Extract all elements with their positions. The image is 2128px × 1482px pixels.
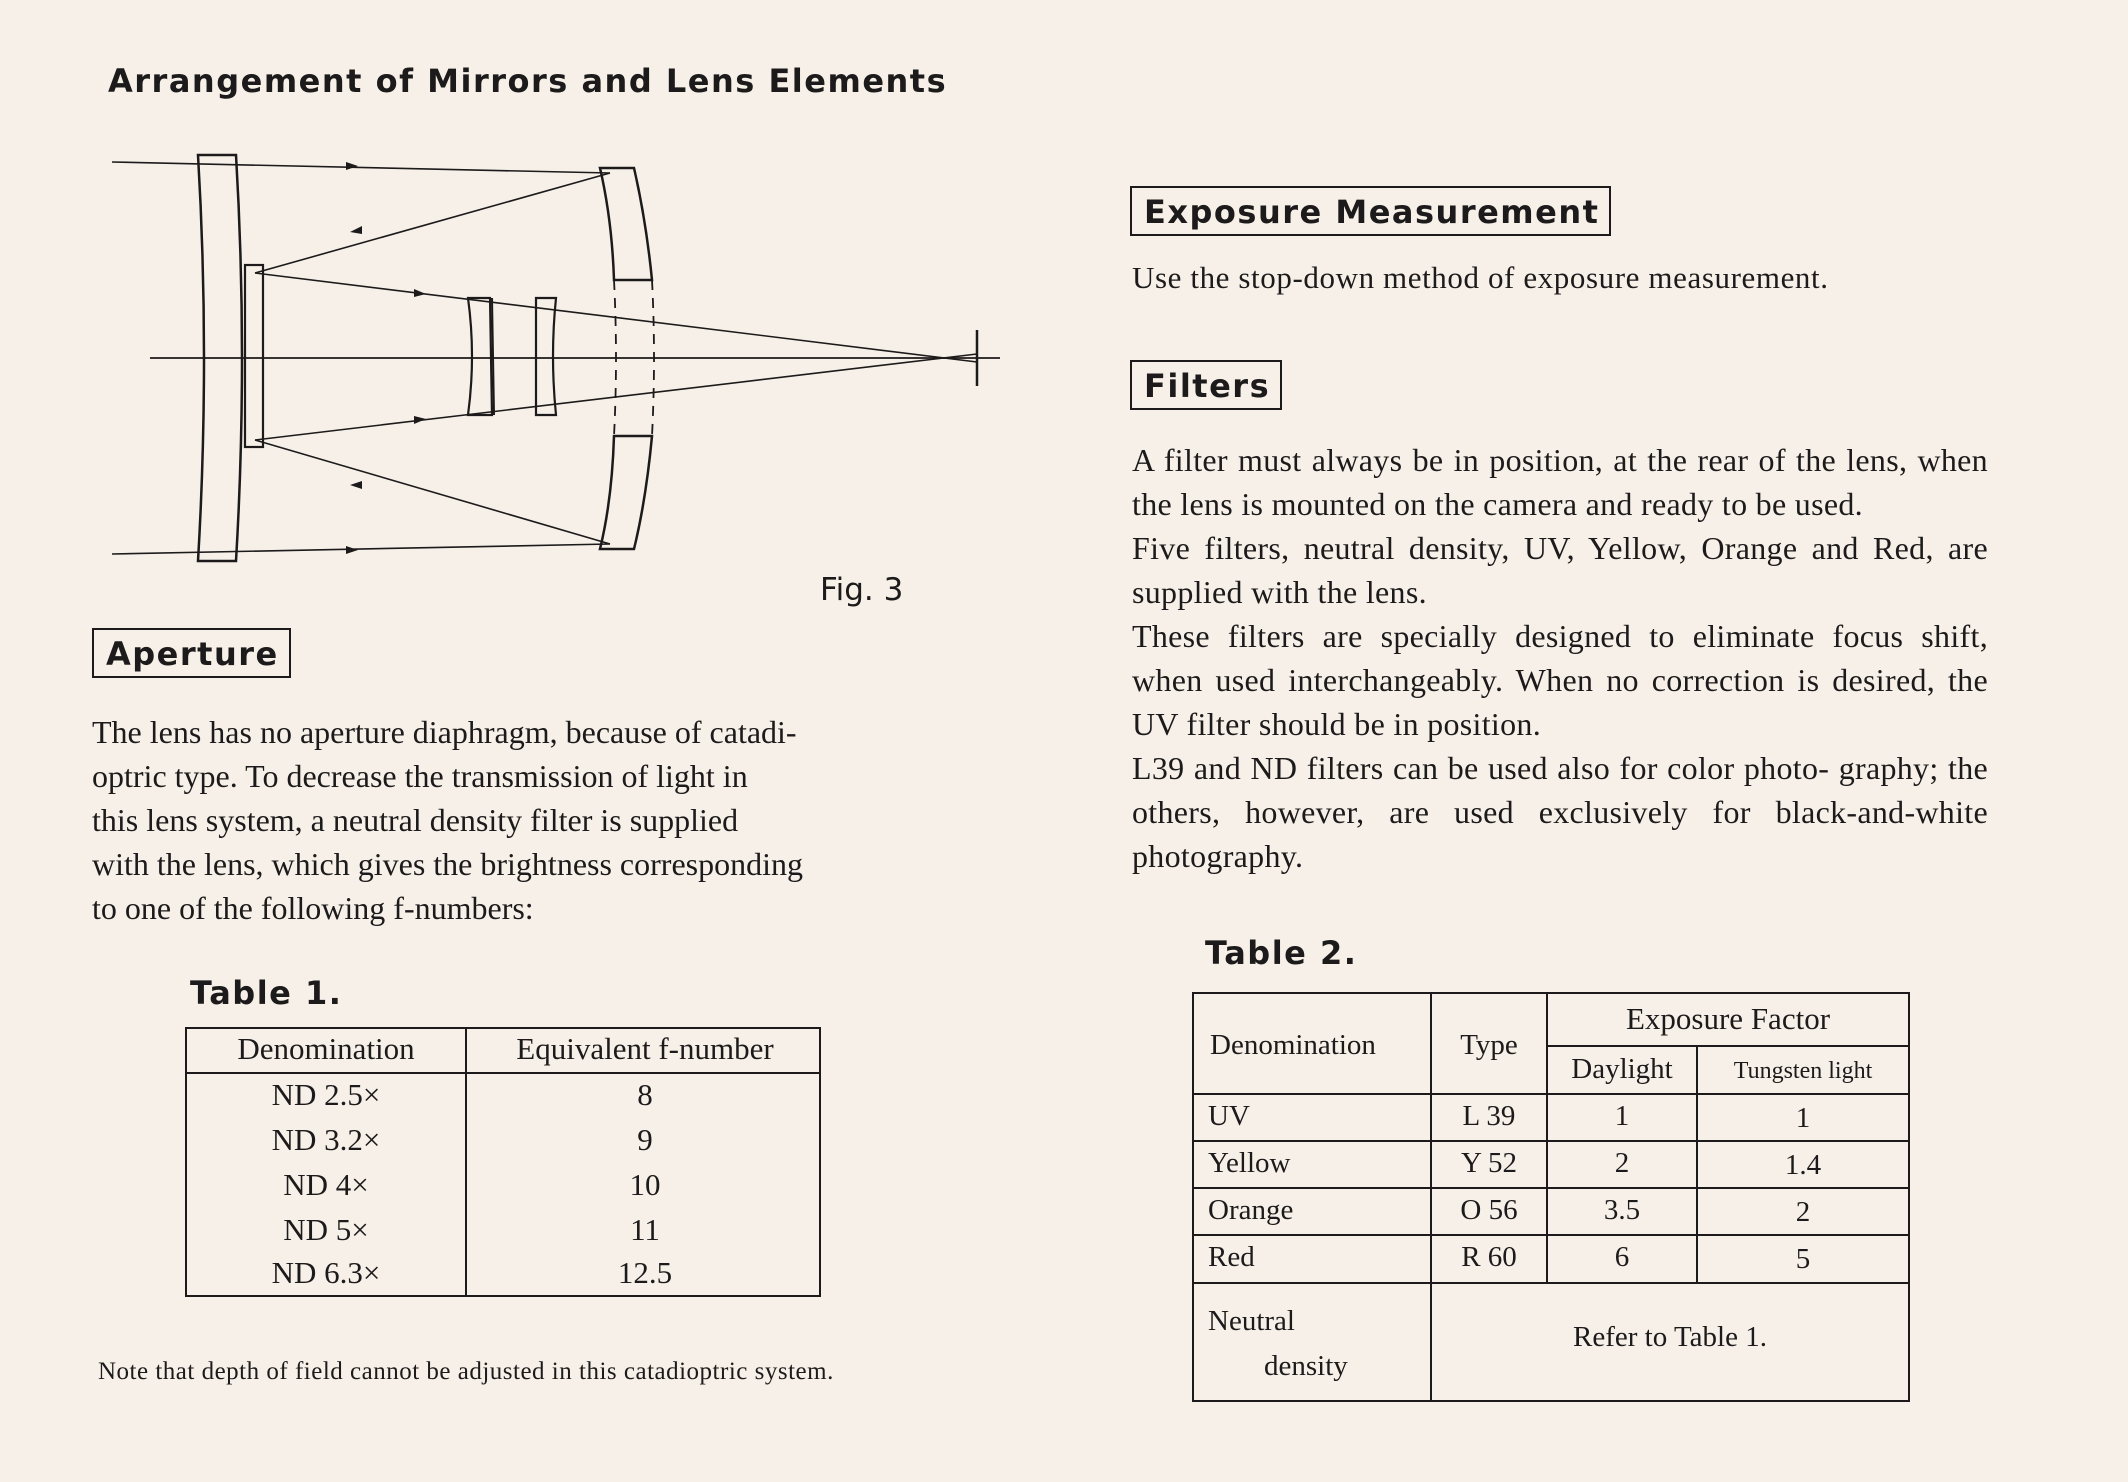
table2 (1192, 992, 1910, 1402)
aperture-line: optric type. To decrease the transmission of light in (92, 758, 748, 794)
table2-cell-denomination: Yellow (1208, 1147, 1291, 1179)
table1-header-fnumber: Equivalent f-number (516, 1031, 774, 1066)
table2-cell-type: R 60 (1461, 1241, 1517, 1273)
filters-paragraph: A filter must always be in position, at the rear of the lens, when the lens is mounted on the camera and ready to be used. (1132, 442, 1988, 522)
table1-cell: 11 (630, 1212, 660, 1247)
table1-cell: ND 4× (283, 1167, 369, 1202)
aperture-heading: Aperture (92, 628, 291, 678)
table1-title: Table 1. (190, 974, 343, 1012)
table1-header-denomination: Denomination (237, 1031, 415, 1066)
table2-cell-type: O 56 (1460, 1194, 1518, 1226)
table2-header-daylight: Daylight (1571, 1053, 1673, 1085)
table2-cell-denomination: Red (1208, 1241, 1255, 1273)
filters-paragraph: Five filters, neutral density, UV, Yellow, Orange and Red, are supplied with the lens. (1132, 530, 1988, 610)
table1-cell: ND 6.3× (271, 1255, 381, 1290)
table1-cell: 12.5 (617, 1255, 673, 1290)
table2-cell-type: L 39 (1462, 1100, 1516, 1132)
table2-header-type: Type (1460, 1029, 1518, 1061)
figure-caption: Fig. 3 (820, 572, 904, 608)
aperture-line: this lens system, a neutral density filter is supplied (92, 802, 739, 838)
table-row (187, 1122, 819, 1166)
table2-cell-daylight: 2 (1614, 1147, 1630, 1179)
table2-neutral-label-line1: Neutral (1208, 1305, 1295, 1337)
table2-cell-tungsten: 5 (1795, 1243, 1811, 1275)
table-row (187, 1212, 819, 1256)
aperture-line: with the lens, which gives the brightness corresponding (92, 846, 803, 882)
table1-cell: ND 3.2× (271, 1122, 381, 1157)
table-row (187, 1255, 819, 1299)
aperture-text (92, 710, 956, 930)
table1-header (187, 1029, 819, 1074)
filters-heading: Filters (1130, 360, 1282, 410)
exposure-heading: Exposure Measurement (1130, 186, 1611, 236)
table1 (185, 1027, 821, 1297)
lens-diagram (100, 140, 1020, 570)
figure-heading: Arrangement of Mirrors and Lens Elements (108, 62, 948, 100)
filters-paragraph: L39 and ND filters can be used also for color photo- graphy; the others, however, are used exclusively for black-and-white photography. (1132, 750, 1988, 874)
table2-header-exposure-factor: Exposure Factor (1625, 1001, 1831, 1036)
exposure-text: Use the stop-down method of exposure measurement. (1132, 260, 1829, 295)
table1-cell: ND 5× (283, 1212, 369, 1247)
table-row (187, 1167, 819, 1211)
table1-cell: 8 (637, 1077, 653, 1112)
aperture-line: The lens has no aperture diaphragm, because of catadi- (92, 714, 797, 750)
table2-cell-denomination: UV (1208, 1100, 1250, 1132)
table2-cell-denomination: Orange (1208, 1194, 1294, 1226)
table2-header-tungsten: Tungsten light (1733, 1058, 1873, 1084)
table1-cell: 9 (637, 1122, 653, 1157)
table2-cell-daylight: 1 (1614, 1100, 1630, 1132)
table2-cell-type: Y 52 (1460, 1147, 1518, 1179)
table2-cell-tungsten: 1 (1795, 1102, 1811, 1134)
aperture-line: to one of the following f-numbers: (92, 890, 534, 926)
filters-paragraph: These filters are specially designed to eliminate focus shift, when used interchangeably. When no correction is desired, the UV filter should be in position. (1132, 618, 1988, 742)
table2-header-denomination: Denomination (1210, 1029, 1376, 1061)
filters-text (1132, 438, 1988, 878)
table2-cell-tungsten: 2 (1795, 1196, 1811, 1228)
table2-cell-daylight: 3.5 (1603, 1194, 1641, 1226)
table2-neutral-label-line2: density (1264, 1350, 1348, 1382)
note-text: Note that depth of field cannot be adjusted in this catadioptric system. (98, 1358, 834, 1385)
table1-cell: 10 (629, 1167, 661, 1202)
table2-neutral-value: Refer to Table 1. (1573, 1321, 1767, 1353)
table2-cell-daylight: 6 (1614, 1241, 1630, 1273)
table-row (187, 1077, 819, 1121)
table2-cell-tungsten: 1.4 (1784, 1149, 1822, 1181)
table2-title: Table 2. (1205, 934, 1358, 972)
table1-cell: ND 2.5× (271, 1077, 381, 1112)
